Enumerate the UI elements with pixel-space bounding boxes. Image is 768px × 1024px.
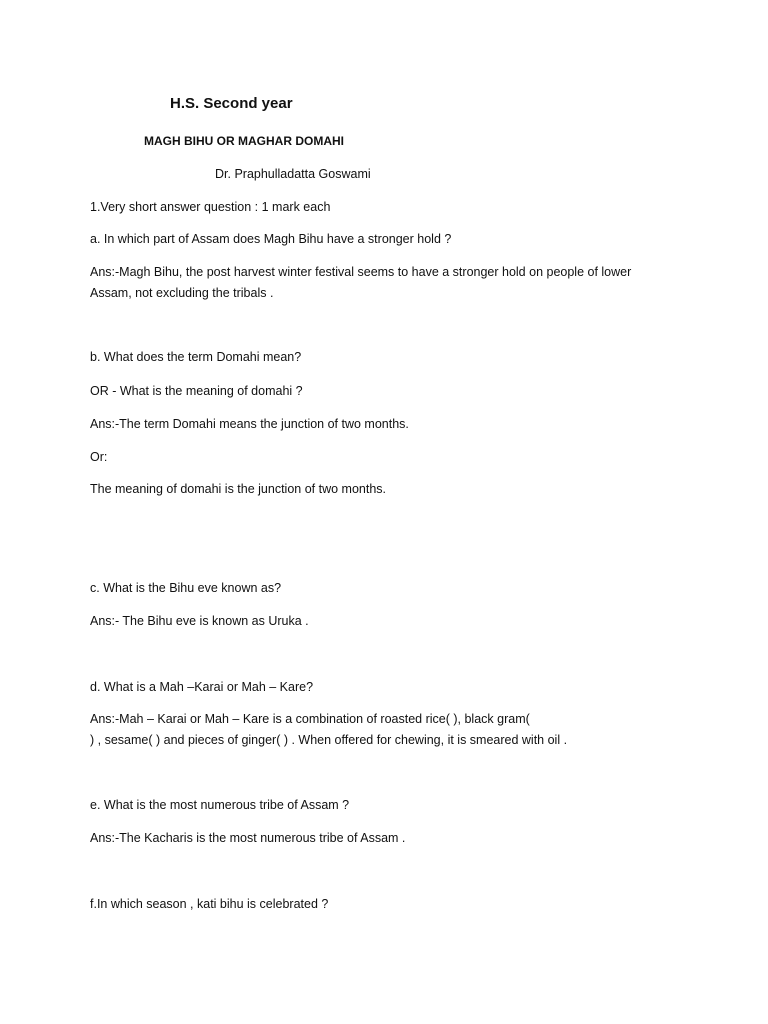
answer-a-line1: Ans:-Magh Bihu, the post harvest winter festival seems to have a stronger hold on people of lower xyxy=(90,265,632,279)
author-name: Dr. Praphulladatta Goswami xyxy=(215,167,371,181)
answer-b: Ans:-The term Domahi means the junction of two months. xyxy=(90,417,409,431)
answer-a-line2: Assam, not excluding the tribals . xyxy=(90,286,274,300)
question-b: b. What does the term Domahi mean? xyxy=(90,350,302,364)
answer-b-alt: The meaning of domahi is the junction of two months. xyxy=(90,482,386,496)
question-f: f.In which season , kati bihu is celebrated ? xyxy=(90,897,329,911)
answer-c: Ans:- The Bihu eve is known as Uruka . xyxy=(90,614,309,628)
answer-e: Ans:-The Kacharis is the most numerous tribe of Assam . xyxy=(90,831,406,845)
document-subtitle: MAGH BIHU OR MAGHAR DOMAHI xyxy=(144,134,344,148)
document-title: H.S. Second year xyxy=(170,95,293,112)
question-c: c. What is the Bihu eve known as? xyxy=(90,581,282,595)
question-d: d. What is a Mah –Karai or Mah – Kare? xyxy=(90,680,314,694)
answer-d-line2: ) , sesame( ) and pieces of ginger( ) . When offered for chewing, it is smeared with oil . xyxy=(90,733,568,747)
question-e: e. What is the most numerous tribe of Assam ? xyxy=(90,798,350,812)
answer-d-line1: Ans:-Mah – Karai or Mah – Kare is a combination of roasted rice( ), black gram( xyxy=(90,712,530,726)
section-heading: 1.Very short answer question : 1 mark each xyxy=(90,200,331,214)
answer-b-or: Or: xyxy=(90,450,108,464)
question-b-alt: OR - What is the meaning of domahi ? xyxy=(90,384,303,398)
question-a: a. In which part of Assam does Magh Bihu have a stronger hold ? xyxy=(90,232,452,246)
